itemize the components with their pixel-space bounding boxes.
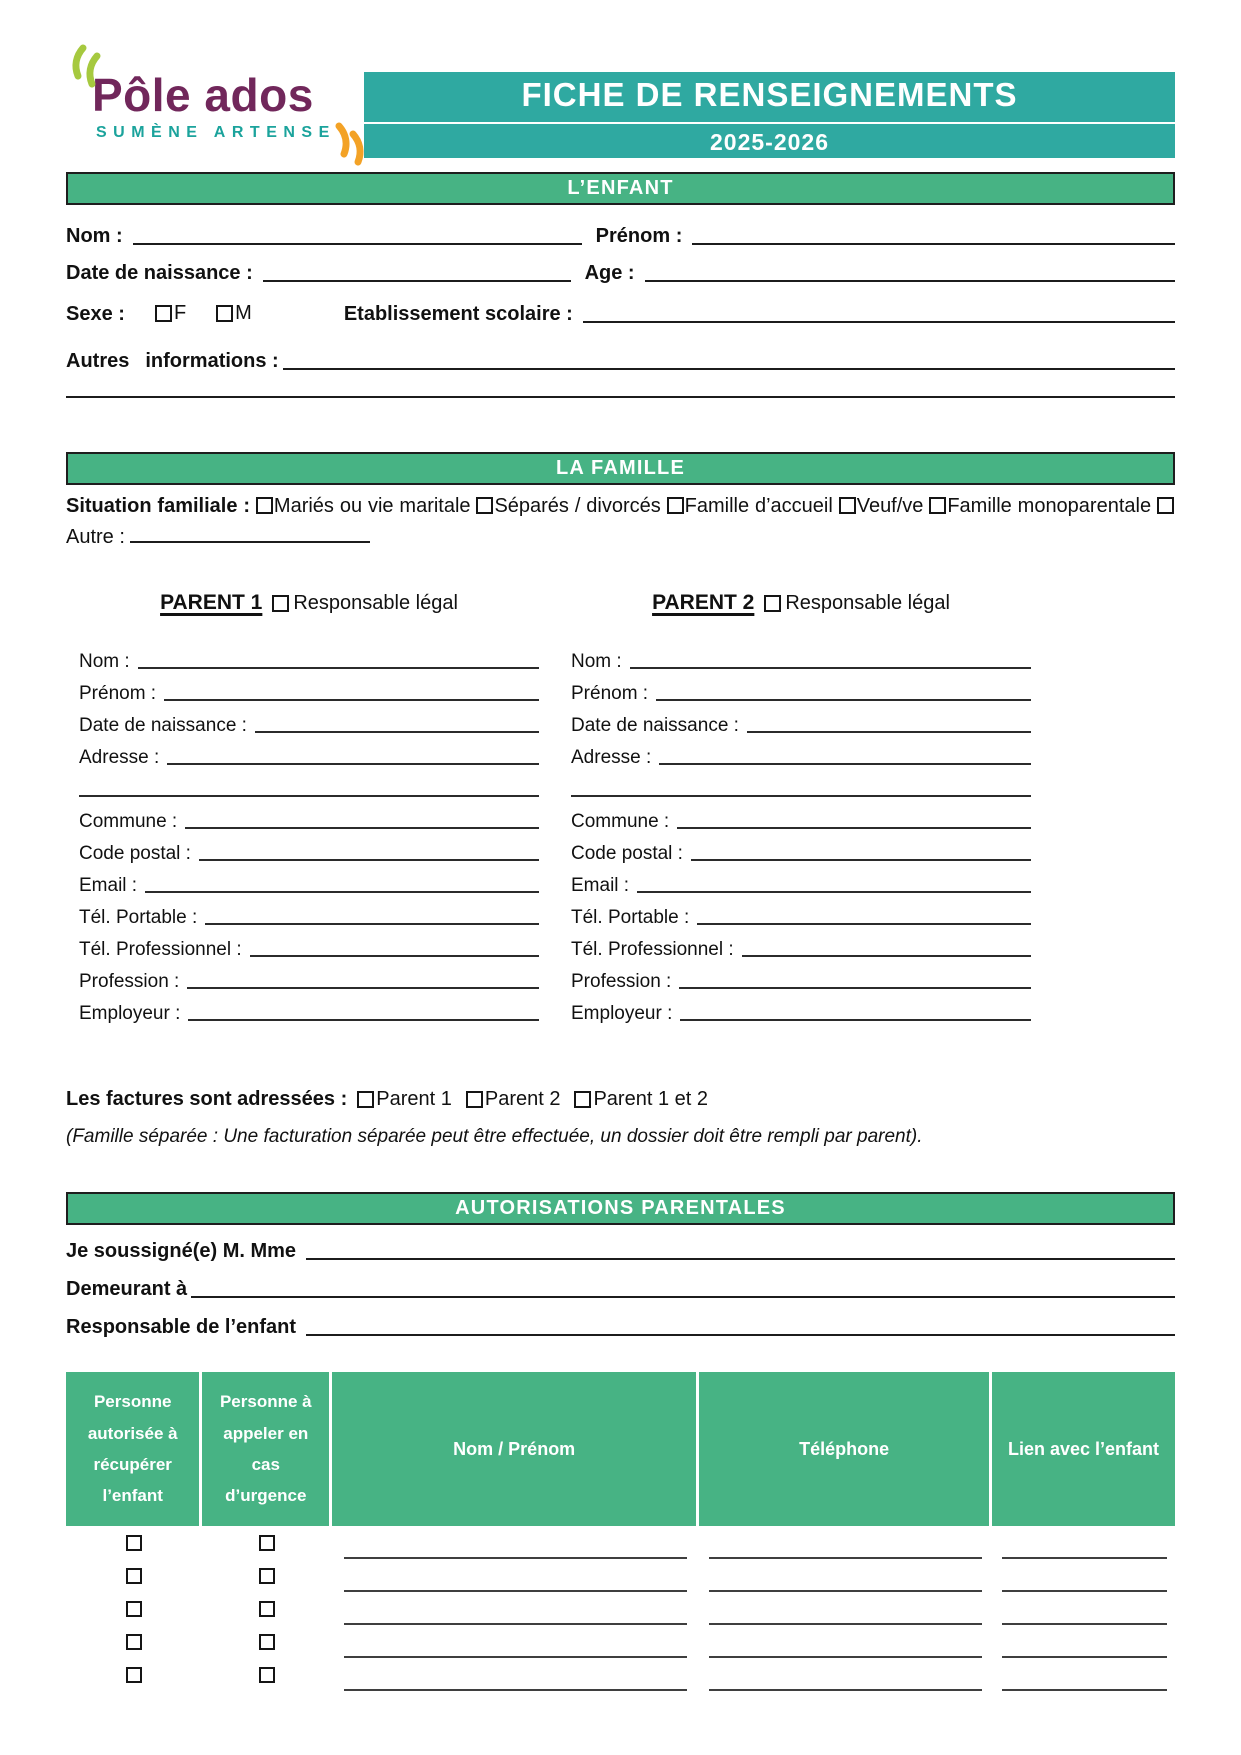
p2-ddn-field [747,731,1031,733]
factures-note: (Famille séparée : Une facturation séparée peut être effectuée, un dossier doit être rempli par parent). [66,1126,923,1147]
factures-parent1-label: Parent 1 [376,1087,452,1110]
row-demeurant [66,1274,1175,1301]
p1-profession-label: Profession : [79,971,180,992]
p2-adresse-field [659,763,1031,765]
autres-field-line2 [66,396,1175,398]
checkbox-sexe-m[interactable] [216,305,233,322]
parent2-responsable-label: Responsable légal [785,591,950,614]
prenom-field [692,243,1175,245]
parents-grid [79,589,1031,1025]
p2-prenom-label: Prénom : [571,683,649,704]
soussigne-field [306,1258,1175,1260]
p2-telportable-field [697,923,1031,925]
p2-telpro-field [742,955,1031,957]
checkbox-situation-autre[interactable] [1157,497,1174,514]
responsable-label: Responsable de l’enfant [66,1316,297,1338]
sexe-label: Sexe : [66,303,125,325]
factures-label: Les factures sont adressées : [66,1087,348,1110]
logo-subtitle: SUMÈNE ARTENSE [96,124,336,141]
p2-codepostal-field [691,859,1031,861]
parent2-title: PARENT 2 [652,591,755,614]
factures-parent1et2-label: Parent 1 et 2 [593,1087,708,1110]
sexe-option-m [216,302,252,325]
situation-option-accueil: Famille d’accueil [684,495,833,517]
demeurant-field [191,1296,1175,1298]
p2-nom-label: Nom : [571,651,622,672]
checkbox-recuperer-row2[interactable] [126,1568,142,1584]
p1-codepostal-field [199,859,539,861]
checkbox-urgence-row3[interactable] [259,1601,275,1617]
checkbox-urgence-row5[interactable] [259,1667,275,1683]
p1-telportable-field [205,923,539,925]
etablissement-label: Etablissement scolaire : [343,303,573,325]
checkbox-sexe-f[interactable] [155,305,172,322]
p2-profession-field [679,987,1031,989]
situation-label: Situation familiale : [66,495,251,517]
situation-option-maries: Mariés ou vie maritale [273,495,471,517]
p1-nom-label: Nom : [79,651,130,672]
parent2-column [571,589,1031,1025]
p1-employeur-field [188,1019,539,1021]
form-title: FICHE DE RENSEIGNEMENTS [521,76,1018,113]
col-header-urgence: Personne à appeler en cas d’urgence [202,1372,332,1526]
checkbox-factures-parent1et2[interactable] [574,1091,591,1108]
situation-option-veuf: Veuf/ve [856,495,924,517]
contacts-table [66,1372,1175,1691]
checkbox-parent1-responsable[interactable] [272,595,289,612]
situation-option-autre: Autre : [66,526,125,548]
p1-prenom-label: Prénom : [79,683,157,704]
table-row [66,1526,1175,1559]
autres-label-2: informations : [145,350,279,372]
parent1-header [79,589,539,617]
sexe-option-f [155,302,186,325]
p1-adresse-field-line2 [79,795,539,797]
p1-email-label: Email : [79,875,138,896]
col-header-recuperer: Personne autorisée à récupérer l’enfant [66,1372,202,1526]
row-responsable [66,1312,1175,1339]
parent2-header [571,589,1031,617]
row-nom-prenom [66,222,1175,248]
nom-label: Nom : [66,225,123,247]
table-row [66,1625,1175,1658]
p1-employeur-label: Employeur : [79,1003,181,1024]
sexe-f-label: F [173,302,187,324]
col-header-lien: Lien avec l’enfant [1007,1438,1160,1459]
p1-adresse-label: Adresse : [79,747,160,768]
table-row [66,1592,1175,1625]
p2-telpro-label: Tél. Professionnel : [571,939,734,960]
page-header [66,42,1175,158]
orange-swoosh-icon [328,112,368,168]
pole-ados-logo [66,42,364,158]
section-autorisations-banner: AUTORISATIONS PARENTALES [66,1192,1175,1225]
p1-telportable-label: Tél. Portable : [79,907,198,928]
p2-employeur-field [680,1019,1031,1021]
responsable-field [306,1334,1175,1336]
situation-option-monoparentale: Famille monoparentale [947,495,1152,517]
form-year: 2025-2026 [710,129,829,155]
p1-profession-field [187,987,539,989]
p2-telportable-label: Tél. Portable : [571,907,690,928]
parent1-responsable-label: Responsable légal [293,591,458,614]
p2-codepostal-label: Code postal : [571,843,683,864]
section-famille-banner: LA FAMILLE [66,452,1175,485]
checkbox-urgence-row1[interactable] [259,1535,275,1551]
checkbox-situation-accueil[interactable] [667,497,684,514]
p2-profession-label: Profession : [571,971,672,992]
checkbox-situation-veuf[interactable] [839,497,856,514]
p2-nom-field [630,667,1031,669]
col-header-telephone: Téléphone [699,1372,992,1526]
factures-option-parent1 [357,1088,452,1111]
factures-option-parent1et2 [574,1088,708,1111]
parent1-title: PARENT 1 [160,591,263,614]
p1-codepostal-label: Code postal : [79,843,191,864]
row-autres-informations [66,347,1175,373]
logo-title: Pôle ados [92,69,314,121]
soussigne-label: Je soussigné(e) M. Mme [66,1240,297,1262]
p2-adresse-label: Adresse : [571,747,652,768]
row-sexe-etablissement [66,300,1175,326]
p2-email-label: Email : [571,875,630,896]
factures-parent2-label: Parent 2 [484,1087,561,1110]
checkbox-situation-separes[interactable] [476,497,493,514]
p1-telpro-label: Tél. Professionnel : [79,939,242,960]
age-label: Age : [584,262,635,284]
demeurant-label: Demeurant à [66,1278,188,1300]
title-banner [364,72,1175,158]
p2-commune-field [677,827,1031,829]
telephone-field-row5 [709,1689,982,1691]
green-swoosh-icon [68,42,108,98]
situation-option-separes: Séparés / divorcés [494,495,661,517]
nom-field [133,243,582,245]
ddn-field [263,280,571,282]
checkbox-situation-maries[interactable] [256,497,273,514]
p2-ddn-label: Date de naissance : [571,715,739,736]
section-enfant-banner: L’ENFANT [66,172,1175,205]
age-field [645,280,1175,282]
sexe-m-label: M [235,302,252,324]
row-ddn-age [66,259,1175,285]
checkbox-urgence-row4[interactable] [259,1634,275,1650]
checkbox-recuperer-row3[interactable] [126,1601,142,1617]
p1-telpro-field [250,955,539,957]
p1-ddn-label: Date de naissance : [79,715,247,736]
ddn-label: Date de naissance : [66,262,253,284]
nom-prenom-field-row5 [344,1689,687,1691]
factures-option-parent2 [466,1088,561,1111]
p2-prenom-field [656,699,1031,701]
checkbox-recuperer-row1[interactable] [126,1535,142,1551]
p1-commune-label: Commune : [79,811,178,832]
p2-email-field [637,891,1031,893]
prenom-label: Prénom : [595,225,683,247]
p1-nom-field [138,667,539,669]
p1-email-field [145,891,539,893]
checkbox-recuperer-row4[interactable] [126,1634,142,1650]
contacts-table-header [66,1372,1175,1526]
factures-row [66,1085,1175,1113]
p1-prenom-field [164,699,539,701]
row-soussigne [66,1236,1175,1263]
table-row [66,1658,1175,1691]
checkbox-urgence-row2[interactable] [259,1568,275,1584]
etablissement-field [583,321,1175,323]
situation-familiale [66,491,1175,553]
p2-adresse-field-line2 [571,795,1031,797]
checkbox-factures-parent2[interactable] [466,1091,483,1108]
p1-adresse-field [167,763,539,765]
p1-commune-field [185,827,539,829]
lien-field-row5 [1002,1689,1167,1691]
col-header-nom-prenom: Nom / Prénom [332,1372,699,1526]
autres-field [283,368,1175,370]
table-row [66,1559,1175,1592]
p1-ddn-field [255,731,539,733]
autres-label-1: Autres [66,350,130,372]
p2-employeur-label: Employeur : [571,1003,673,1024]
parent1-column [79,589,539,1025]
checkbox-parent2-responsable[interactable] [764,595,781,612]
situation-autre-field [130,525,370,543]
checkbox-situation-monoparentale[interactable] [929,497,946,514]
checkbox-recuperer-row5[interactable] [126,1667,142,1683]
p2-commune-label: Commune : [571,811,670,832]
checkbox-factures-parent1[interactable] [357,1091,374,1108]
